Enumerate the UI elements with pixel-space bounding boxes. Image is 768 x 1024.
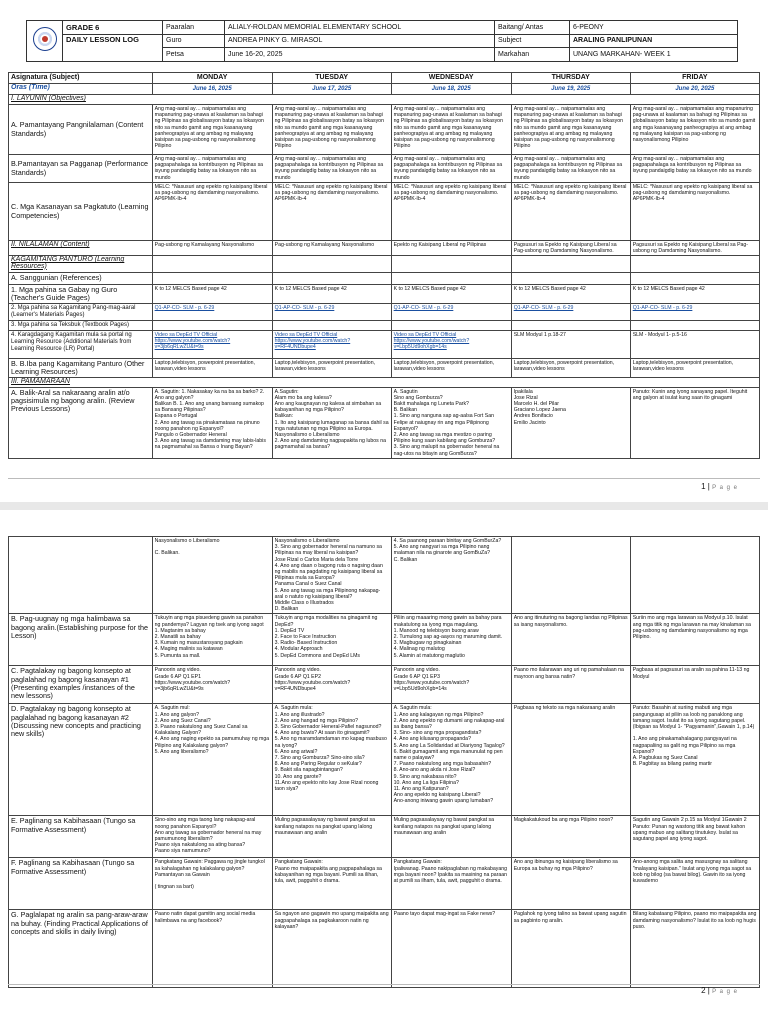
other-resources-label: B. B.Iba pang Kagamitang Panturo (Other Learning Resources): [9, 359, 153, 378]
section-objectives: I. LAYUNIN (Objectives): [9, 95, 760, 105]
table-cell: [630, 321, 759, 331]
table-cell: Q1-AP-CO- SLM - p. 6-29: [272, 304, 391, 321]
date-tuesday: June 17, 2025: [272, 84, 391, 95]
table-cell: MELC: *Nasusuri ang epekto ng kaisipang liberal sa pag-usbong ng damdaming nasyonalismo. AP6PMK-Ib-4: [152, 183, 272, 241]
date-wednesday: June 18, 2025: [391, 84, 511, 95]
references-label: A. Sanggunian (References): [9, 273, 153, 284]
table-cell: [630, 273, 759, 284]
table-cell: Q1-AP-CO- SLM - p. 6-29: [511, 304, 630, 321]
table-cell: Pagbasa at pagsusuri sa aralin sa pahina 11-13 ng Modyul: [630, 666, 759, 704]
table-cell: Muling pagsasalaysay ng bawat pangkat sa kanilang natapos na pangkat upang lalong maunawaan ang aralin: [272, 816, 391, 858]
teacher-label: Guro: [163, 34, 225, 48]
learning-competencies-label: C. Mga Kasanayan sa Pagkatuto (Learning Competencies): [9, 183, 153, 241]
table-cell: Laptop,telebisyon, powerpoint presentation, larawan,video lessons: [152, 359, 272, 378]
table-cell: Muling pagsasalaysay ng bawat pangkat sa kanilang natapos na pangkat upang lalong maunawaan ang aralin: [391, 816, 511, 858]
school-value: ALIALY-ROLDAN MEMORIAL ELEMENTARY SCHOOL: [225, 21, 495, 35]
table-cell: A. Sagutin Sino ang Gomburza? Bakit mahalaga ng Luneta Park? B. Balikan 1. Sino ang nanguna sap ag-aalsa Fort San Felipe at naiugnay rin ang mga Pilipinong Espanyol? 2. Ano ang tawag sa mga mestizo o paring Pilipino kung saan kabilang ang Gomburza? 3. Sino ang malupit na gobernador heneral na nag-utos na bitayin ang GomBurza?: [391, 387, 511, 458]
date-monday: June 16, 2025: [152, 84, 272, 95]
table-cell: Ang mag-aaral ay… naipamamalas ang mapanuring pag-unawa at kaalaman sa bahagi ng Pilipinas sa globalisasyon batay sa lokasyon nito sa mundo gamit ang mga kasanayang panheograpiya at ang ambag ng malayang kaisipan sa pag-usbong ng nasyonalismong Pilipino: [511, 105, 630, 155]
table-cell: Ano-anong mga salita ang masusgnay sa salitang "malayang kaisipan." Isulat ang iyong mga sagot sa loob ng bilog (sa bawat bilog). Gawin ito sa iyong kuwaderno: [630, 858, 759, 910]
table-cell: Panoorin ang video. Grade 6 AP Q1 EP1 https://www.youtube.com/watch?v=3jb6qRLwZU&t=9s: [152, 666, 272, 704]
page-2: [0, 510, 768, 1024]
table-cell: [630, 537, 759, 614]
content-standards-label: A. Pamantayang Pangnilalaman (Content Standards): [9, 105, 153, 155]
table-cell: Sagutin ang Gawain 2 p.15 sa Modyul 1Gawain 2 Panuto: Punan ng wastong titik ang bawat kahon upang mabuo ang salitang tinutukoy. Isulat sa sagutang papel ang iyong sagot.: [630, 816, 759, 858]
date-friday: June 20, 2025: [630, 84, 759, 95]
table-cell: MELC: *Nasusuri ang epekto ng kaisipang liberal sa pag-usbong ng damdaming nasyonalismo. AP6PMK-Ib-4: [630, 183, 759, 241]
table-cell: Panoorin ang video. Grade 6 AP Q1 EP3 https://www.youtube.com/watch?v=Lbp5Ud9ohXgb=14s: [391, 666, 511, 704]
table-cell: Panoorin ang video. Grade 6 AP Q1 EP2 https://www.youtube.com/watch?v=RF4UNDbupe4: [272, 666, 391, 704]
quarter-value: UNANG MARKAHAN- WEEK 1: [570, 48, 738, 62]
dll-table-page-1: [8, 72, 760, 459]
table-cell: MELC: *Nasusuri ang epekto ng kaisipang liberal sa pag-usbong ng damdaming nasyonalismo. AP6PMK-Ib-4: [511, 183, 630, 241]
table-cell: [511, 273, 630, 284]
table-cell: [152, 321, 272, 331]
table-cell: Pag-usbong ng Kamalayang Nasyonalismo: [272, 241, 391, 256]
table-cell: Q1-AP-CO- SLM - p. 6-29: [630, 304, 759, 321]
table-cell: [272, 256, 391, 273]
table-cell: Ipakilala Jose Rizal Marcelo H. del Pilar Graciano Lopez Jaena Andres Bonifacio Emilio Jacinto: [511, 387, 630, 458]
application-label: G. Paglalapat ng aralin sa pang-araw-araw na buhay. (Finding Practical Applications of concepts and skills in daily living): [9, 910, 153, 988]
day-thursday: THURSDAY: [511, 73, 630, 84]
table-cell: Ang mag-aaral ay… naipamamalas ang mapanuring pag-unawa at kaalaman sa bahagi ng Pilipinas sa globalisasyon batay sa lokasyon nito sa mundo gamit ang mga kasanayang panheograpiya at ang ambag ng malayang kaisipan sa pag-usbong ng nasyonalismong Pilipino: [630, 105, 759, 155]
table-cell: Ang mag-aaral ay… naipamamalas ang pagpapahalaga sa kontribusyon ng Pilipinas sa isyung pandaigdig batay sa lokasyon nito sa mundo: [152, 155, 272, 183]
table-cell: Paglahok ng iyong talino sa bawat upang sagutin sa pagbinto ng aralin.: [511, 910, 630, 988]
page-gap: [0, 502, 768, 510]
table-cell: [511, 537, 630, 614]
teachers-guide-label: 1. Mga pahina sa Gabay ng Guro (Teacher's Guide Pages): [9, 284, 153, 303]
table-cell: [152, 256, 272, 273]
table-cell: Pangkatang Gawain: Ipaliwanag. Paano nakipaglaban ng makabayang mga bayani noon? Ipakita sa masining na paraan at pumili sa ilham, tula, awit, pagguhit o drama.: [391, 858, 511, 910]
section-learning-resources: KAGAMITANG PANTURO (Learning Resources): [9, 256, 153, 273]
table-cell: Ang mag-aaral ay… naipamamalas ang pagpapahalaga sa kontribusyon ng Pilipinas sa isyung pandaigdig batay sa lokasyon nito sa mundo: [511, 155, 630, 183]
formative-assessment-label-f: F. Paglinang sa Kabihasaan (Tungo sa Formative Assessment): [9, 858, 153, 910]
teacher-value: ANDREA PINKY G. MIRASOL: [225, 34, 495, 48]
table-cell: MELC: *Nasusuri ang epekto ng kaisipang liberal sa pag-usbong ng damdaming nasyonalismo. AP6PMK-Ib-4: [391, 183, 511, 241]
table-cell: [272, 321, 391, 331]
table-cell: Paano tayo dapat mag-ingat sa Fake news?: [391, 910, 511, 988]
table-cell: Tukuyin ang mga modalities na ginagamit ng DepEd? 1. DepEd TV 2. Face to Face Instruction 3. Radio- Based Instruction 4. Modular Approach 5. DepEd Commons and DepEd LMs: [272, 614, 391, 666]
learners-materials-label: 2. Mga pahina sa Kagamitang Pang-mag-aaral (Learner's Materials Pages): [9, 304, 153, 321]
discussing-concepts-label: D. Pagtalakay ng bagong konsepto at paglalahad ng bagong kasanayan #2 (Discussing new concepts and practicing new skills): [9, 704, 153, 816]
grade-label: GRADE 6: [63, 21, 163, 35]
table-cell: [272, 273, 391, 284]
table-cell: K to 12 MELCS Based page 42: [391, 284, 511, 303]
table-cell: [391, 256, 511, 273]
presenting-examples-label: C. Pagtalakay ng bagong konsepto at paglalahad ng bagong kasanayan #1 (Presenting examples /instances of the new lessons): [9, 666, 153, 704]
table-cell: Nasyonalismo o Liberalismo C. Balikan.: [152, 537, 272, 614]
table-cell: K to 12 MELCS Based page 42: [272, 284, 391, 303]
table-cell: K to 12 MELCS Based page 42: [511, 284, 630, 303]
table-cell: Q1-AP-CO- SLM - p. 6-29: [391, 304, 511, 321]
table-cell: SLM - Modyul 1- p.5-16: [630, 331, 759, 359]
table-cell: [391, 273, 511, 284]
video-link[interactable]: Video sa DepEd TV Official https://www.youtube.com/watch?v=RF4UNDbupe4: [272, 331, 391, 359]
day-wednesday: WEDNESDAY: [391, 73, 511, 84]
grade-level-label: Baitang/ Antas: [495, 21, 570, 35]
textbook-pages-label: 3. Mga pahina sa Teksbuk (Textbook Pages): [9, 321, 153, 331]
table-cell: Laptop,telebisyon, powerpoint presentation, larawan,video lessons: [630, 359, 759, 378]
subject-value: ARALING PANLIPUNAN: [570, 34, 738, 48]
day-friday: FRIDAY: [630, 73, 759, 84]
section-procedures: III. PAMAMARAAN: [9, 378, 760, 387]
establish-purpose-label: B. Pag-uugnay ng mga halimbawa sa bagong aralin.(Establishing purpose for the Lesson): [9, 614, 153, 666]
date-value: June 16-20, 2025: [225, 48, 495, 62]
school-label: Paaralan: [163, 21, 225, 35]
table-cell: [511, 256, 630, 273]
table-cell: Q1-AP-CO- SLM - p. 6-29: [152, 304, 272, 321]
table-cell: A. Sagutin mul: 1. Ano ang galyon? 2. Ano ang Suez Canal? 3. Paano nakatulong ang Suez Canal sa Kalakalang Galyon? 4. Ano ang naging epekto sa pamumuhay ng mga Pilipino ang Kalakalang galyon? 5. Ano ang liberalismo?: [152, 704, 272, 816]
table-cell: Ang mag-aaral ay… naipamamalas ang pagpapahalaga sa kontribusyon ng Pilipinas sa isyung pandaigdig batay sa lokasyon nito sa mundo: [272, 155, 391, 183]
video-link[interactable]: Video sa DepEd TV Official https://www.youtube.com/watch?v=3jb6qRLwZU&t=9s: [152, 331, 272, 359]
review-label: A. Balik-Aral sa nakaraang aralin at/o pagsisimula ng bagong aralin. (Review Previous Lessons): [9, 387, 153, 458]
table-cell: Panuto: Kunin ang iyong sanayang papel. Iteguhit ang galyon at isulat kung saan ito ginagami: [630, 387, 759, 458]
grade-level-value: 6-PEONY: [570, 21, 738, 35]
table-cell: Paano natin dapat gamitin ang social media halimbawa na ang facebook?: [152, 910, 272, 988]
table-cell: [630, 256, 759, 273]
section-content: II. NILALAMAN (Content): [9, 241, 153, 256]
table-cell: Ano ang ibinunga ng kaisipang liberalismo sa Europa sa buhay ng mga Pilipino?: [511, 858, 630, 910]
video-link[interactable]: Video sa DepEd TV Official https://www.youtube.com/watch?v=Lbp5Ud9ohXgb=14s: [391, 331, 511, 359]
table-cell: Ang mag-aaral ay… naipamamalas ang pagpapahalaga sa kontribusyon ng Pilipinas sa isyung pandaigdig batay sa lokasyon nito sa mundo: [630, 155, 759, 183]
deped-seal-icon: [27, 21, 63, 62]
dll-table-page-2: [8, 536, 760, 988]
table-cell: Pagsusuri sa Epekto ng Kaisipang Liberal sa Pag-usbong ng Damdaming Nasyonalismo.: [630, 241, 759, 256]
table-cell: Suriin mo ang mga larawan sa Modyul p.10. Isulat ang mga titik ng mga larawan na may kinalaman sa pag-usbong ng damdaming nasyonalismo ng mga Pilipino.: [630, 614, 759, 666]
table-cell: [391, 321, 511, 331]
table-cell: Sa ngayon ano gagawin mo upang maipakita ang pagpapahalaga sa pagkakaroon natin ng kalayaan?: [272, 910, 391, 988]
table-cell: [511, 321, 630, 331]
table-cell: SLM Modyul 1 p.18-27: [511, 331, 630, 359]
table-cell: Ang mag-aaral ay… naipamamalas ang mapanuring pag-unawa at kaalaman sa bahagi ng Pilipinas sa globalisasyon batay sa lokasyon nito sa mundo gamit ang mga kasanayang panheograpiya at ang ambag ng malayang kaisipan sa pag-usbong ng nasyonalismong Pilipino: [391, 105, 511, 155]
table-cell: Ano ang itinuturing na bagong landas ng Pilipinas sa isang nasyonalismo.: [511, 614, 630, 666]
subject-label: Subject: [495, 34, 570, 48]
table-cell: Pagsusuri sa Epekto ng Kaisipang Liberal sa Pag-usbong ng Damdaming Nasyonalismo.: [511, 241, 630, 256]
table-cell: A. Sagutin mula: 1. Ano ang illustrado? 2. Ano ang hangad ng mga Pilipino? 3. Sino Gobernador Heneral-Pafiel nagsunod? 4. Ano ang buwis? At saan ito ginagamit? 5. Ano ng maramdamdaman mo kapag masbuso na iyong? 6. Ano ang ariwal? 7. Sino ang Gomburza? Sino-sino sila? 8. Ano ang Paring Regular o seKular? 9. Bakit sila napagbintangan? 10. Ano ang garote? 11.Ano ang epekto nito kay Jose Rizal noong taon siya?: [272, 704, 391, 816]
table-cell: Pangkatang Gawain: Paano mo maipapakita ang pagpapahalaga sa kabayanihan ng mga bayani. Pumili sa ilihan, tula, awit, pagguhit o drama.: [272, 858, 391, 910]
table-cell: Tukuyin ang mga pisuedeng gawin sa panahon ng pandemya? Lagyan ng tsek ang iyong sagot 1. Magtanim sa bahay 2. Manatili sa bahay 3. Kumain ng masustansyang pagkain 4. Maging malinis sa katawan 5. Pumunta sa mall.: [152, 614, 272, 666]
table-cell: Pag-usbong ng Kamalayang Nasyonalismo: [152, 241, 272, 256]
date-thursday: June 19, 2025: [511, 84, 630, 95]
quarter-label: Markahan: [495, 48, 570, 62]
table-cell: Panuto: Basahin at suriing mabuti ang mga pangungusap at piliin sa loob ng panaklong ang tamang sagot. Isulat ito sa iyong sagutang papel. (Ibigsan sa Modyul 1- "Pagyamanin",Gawain 1, p.14) 1. Ano ang pinakamahalagang pangyayari na nagpapaliing sa galit ng mga Pilipino sa mga Espanol? A. Pagbukas ng Suez Canal B. Pagbitay sa bilang paring martir: [630, 704, 759, 816]
page-number-2: 2 | P a g e: [701, 986, 738, 995]
day-monday: MONDAY: [152, 73, 272, 84]
table-cell: Magkakatukoud ba ang mga Pilipino noon?: [511, 816, 630, 858]
date-label: Petsa: [163, 48, 225, 62]
table-cell: Nasyonalismo o Liberalismo 3. Sino ang gobernador heneral na namuno sa Pilipinas na may liberal na kaisipan? Jose Rizal o Carlos Maria dela Torre 4. Ano ang daan o bagong ruta o nagsing daan ng mabilis na pagdating ng kaisipang liberal sa Pilipinas mula sa Europa? Panama Canal o Suez Canal 5. Ano ang tawag sa mga Pilipinong nakapag-aral o natuto ng kaisipang liberal? Middle Class o Illustrados D. Balikan: [272, 537, 391, 614]
lr-portal-label: 4. Karagdagang Kagamitan mula sa portal ng Learning Resource (Additional Materials from Learning Resource (LR) Portal): [9, 331, 153, 359]
page-1: [0, 0, 768, 502]
performance-standards-label: B.Pamantayan sa Pagganap (Performance Standards): [9, 155, 153, 183]
page-divider: [8, 478, 760, 479]
table-cell: MELC: *Nasusuri ang epekto ng kaisipang liberal sa pag-usbong ng damdaming nasyonalismo. AP6PMK-Ib-4: [272, 183, 391, 241]
table-cell: A. Sagutin mula: 1. Ano ang kalagayan ng mga Pilipino? 2. Ano ang epekto ng dumami ang nakapag-aral sa ibang bansa? 3. Sino- sino ang mga propagandista? 4. Ano ang kilusang propaganda? 5. Ano ang La Solidaridad at Diariyong Tagalog? 6. Bakit gumagamit ang mga manunulat ng pen name o palayaw? 7. Paano nakatulong ang mga babasahin? 8. Ano-ano ang akda ni Jose Rizal? 9. Sino ang nakabasa nito? 10. Ano ang La liga Filipina? 11. Ano ang Katipunan? Ano ang epekto ng kaisipang Liberal? Ano-anong iniwang gawin upang lumaban?: [391, 704, 511, 816]
table-cell: Piliin ang maaaring mong gawin sa bahay para makatulong sa iyong mga magulang. 1. Manood ng telebisyon buong araw 2. Tumulong sap ag-aayos ng maruming damit. 3. Magbugaw ng pinagkainan 4. Malinag ng malutog 5. Alamin at matutong maglutio: [391, 614, 511, 666]
table-cell: Epekto ng Kaisipang Liberal ng Pilipinas: [391, 241, 511, 256]
table-cell: A. Sagutin: 1. Nakasakay ka na ba sa barko? 2. Ano ang galyon? Balikan B. 1. Ano ang unang bansang sumakop sa Bansang Pilipinas? Espana o Portugal 2. Ano ang tawag sa pinakamataas na pinuno noong panahon ng Espanyol? Pangulo o Gobernador Heneral 3. Ano ang tawag sa damdaming may labis-labis na pagmamahal sa Bansa o Inang Bayan?: [152, 387, 272, 458]
table-cell: Laptop,telebisyon, powerpoint presentation, larawan,video lessons: [272, 359, 391, 378]
page-divider: [8, 984, 760, 985]
table-cell: Sino-sino ang mga taong lang nakapag-aral noong panahon Espanyol? Ano ang tawag sa gobernador heneral na may pamumunong liberalism? Paano siya nakatulong sa ating bansa? Paano siya namumuno?: [152, 816, 272, 858]
page-number-1: 1 | P a g e: [701, 482, 738, 491]
table-cell: A.Sagutin: Alam mo ba ang kalesa? Ano ang kaugnayan ng kalesa at simbahan sa kabayanihan ng mga Pilipino? Balikan: 1. Ito ang kaisipang lumaganap sa bansa dahil sa mga natutunan ng mga Pilipino sa Europa. Nasyonalismo o Liberalismo 2. Ano ang damdaming nagpapakita ng lubos na pagmamahal sa bansa?: [272, 387, 391, 458]
table-cell: Pagbasa ng teksto sa mga nakaraang aralin: [511, 704, 630, 816]
table-cell: K to 12 MELCS Based page 42: [630, 284, 759, 303]
day-tuesday: TUESDAY: [272, 73, 391, 84]
table-cell: Laptop,telebisyon, powerpoint presentation, larawan,video lessons: [391, 359, 511, 378]
table-cell: Paano mo ilalarawan ang uri ng pamahalaan na mayroon ang bansa natin?: [511, 666, 630, 704]
table-cell: Pangkatang Gawain: Paggawa ng jingle tungkol sa kahalagahan ng kalakalang galyon? Pamantayan sa Gawain ( tingnan sa bart): [152, 858, 272, 910]
time-label: Oras (Time): [9, 84, 153, 95]
formative-assessment-label-e: E. Paglinang sa Kabihasaan (Tungo sa Formative Assessment): [9, 816, 153, 858]
table-cell: K to 12 MELCS Based page 42: [152, 284, 272, 303]
table-cell: [152, 273, 272, 284]
table-cell: Ang mag-aaral ay… naipamamalas ang mapanuring pag-unawa at kaalaman sa bahagi ng Pilipinas sa globalisasyon batay sa lokasyon nito sa mundo gamit ang mga kasanayang panheograpiya at ang ambag ng malayang kaisipan sa pag-usbong ng nasyonalismong Pilipino: [152, 105, 272, 155]
header-table: [26, 20, 738, 62]
table-cell: Bilang kabataang Pilipino, paano mo maipapakita ang damdaming nasyonalismo? Isulat ito sa loob ng hugis puso.: [630, 910, 759, 988]
table-cell: Ang mag-aaral ay… naipamamalas ang mapanuring pag-unawa at kaalaman sa bahagi ng Pilipinas sa globalisasyon batay sa lokasyon nito sa mundo gamit ang mga kasanayang panheograpiya at ang ambag ng malayang kaisipan sa pag-usbong ng nasyonalismong Pilipino: [272, 105, 391, 155]
table-cell: [9, 537, 153, 614]
table-cell: Ang mag-aaral ay… naipamamalas ang pagpapahalaga sa kontribusyon ng Pilipinas sa isyung pandaigdig batay sa lokasyon nito sa mundo: [391, 155, 511, 183]
dll-title: DAILY LESSON LOG: [63, 34, 163, 61]
subject-header: Asignatura (Subject): [9, 73, 153, 84]
table-cell: Laptop,telebisyon, powerpoint presentation, larawan,video lessons: [511, 359, 630, 378]
table-cell: 4. Sa paanong paraan binitay ang GomBurZa? 5. Ano ang nangyari sa mga Pilipino nang malaman nila na ginarote ang GomBuZa? C. Balikan: [391, 537, 511, 614]
